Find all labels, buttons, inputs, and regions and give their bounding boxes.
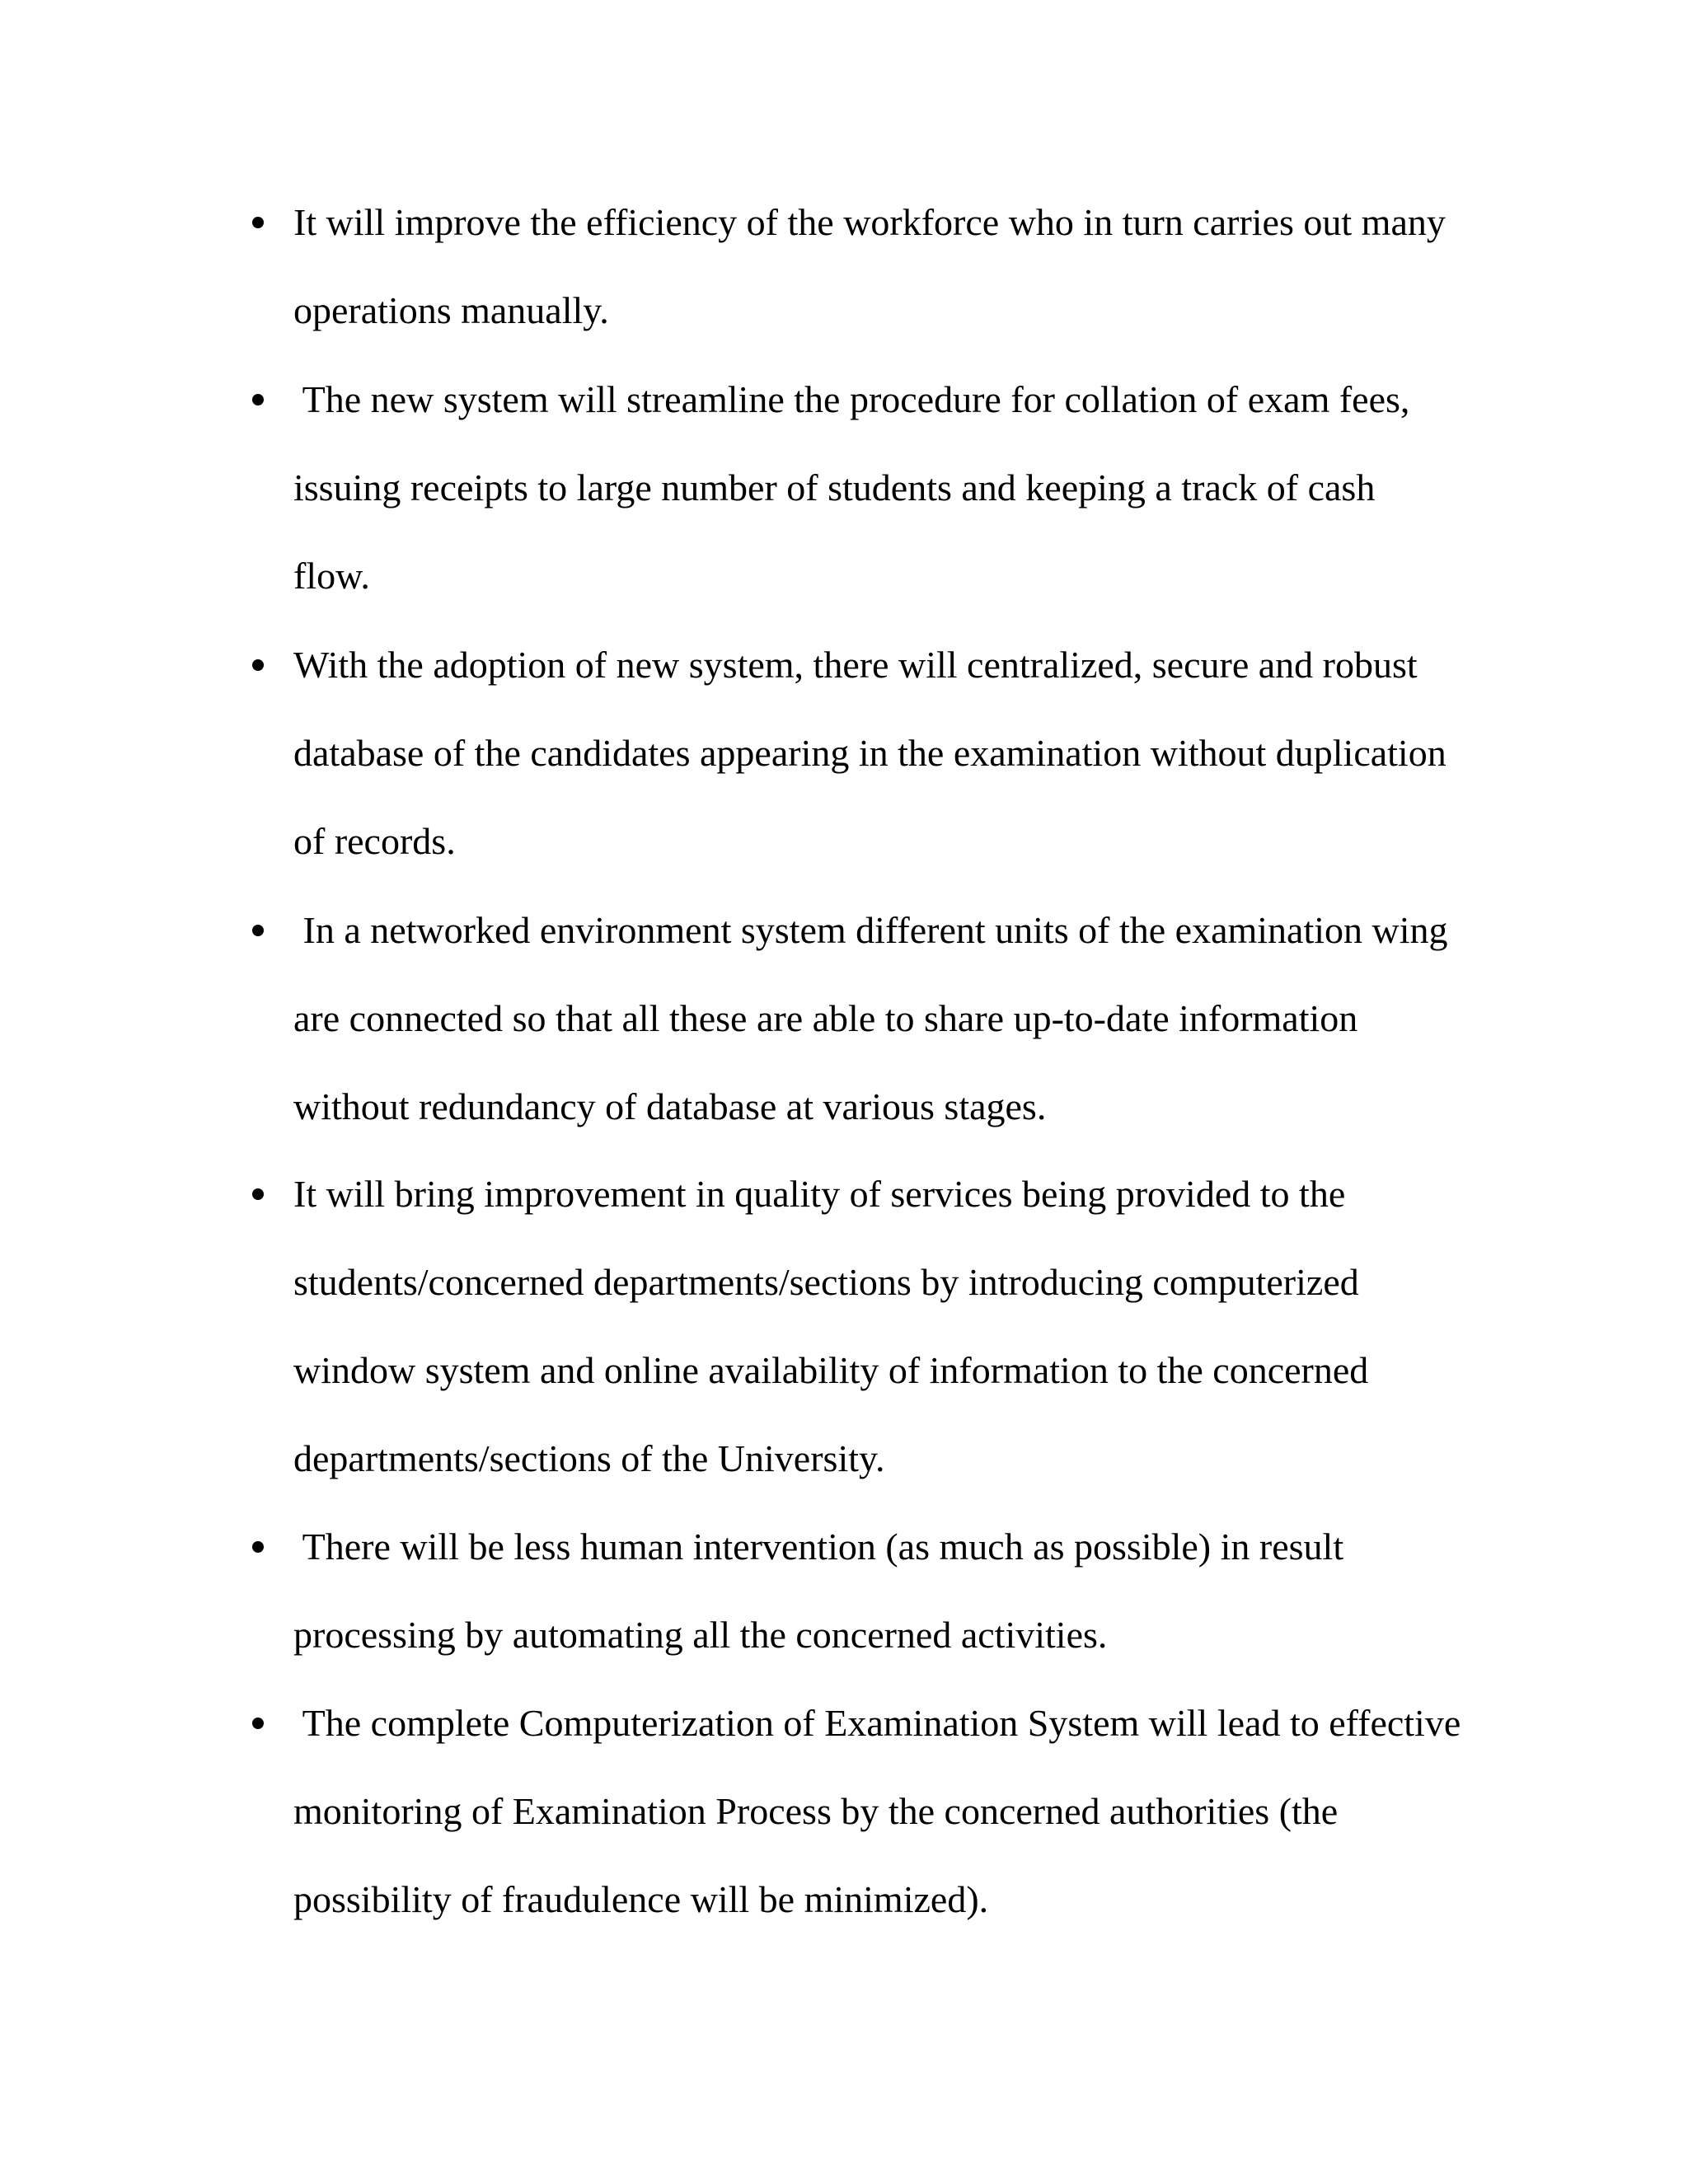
bullet-icon [252,1718,264,1729]
list-item [293,1502,1497,1679]
bullet-icon [252,1188,264,1200]
bullet-icon [252,1541,264,1553]
line: departments/sections of the University. [293,1437,885,1479]
line: of records. [293,820,456,862]
line: students/concerned departments/sections by introducing computerized [293,1261,1359,1303]
bullet-icon [252,925,264,936]
line: In a networked environment system different units of the examination wing [293,909,1448,951]
line: issuing receipts to large number of students and keeping a track of cash [293,466,1376,509]
line: The complete Computerization of Examination System will lead to effective [293,1702,1461,1744]
line: monitoring of Examination Process by the concerned authorities (the [293,1790,1339,1832]
line: The new system will streamline the procedure for collation of exam fees, [293,378,1410,420]
list-item [293,1679,1497,1943]
line: database of the candidates appearing in the examination without duplication [293,732,1447,774]
line: operations manually. [293,289,609,331]
line: It will bring improvement in quality of services being provided to the [293,1173,1346,1215]
line: without redundancy of database at various stages. [293,1085,1047,1127]
list-item [293,621,1497,885]
line: possibility of fraudulence will be minimized). [293,1878,989,1920]
list-item [293,355,1497,620]
line: There will be less human intervention (as much as possible) in result [293,1526,1344,1568]
line: It will improve the efficiency of the workforce who in turn carries out many [293,201,1446,243]
bullet-icon [252,394,264,405]
list-item [293,178,1497,354]
list-item [293,1150,1497,1502]
line: With the adoption of new system, there will centralized, secure and robust [293,644,1418,686]
list-item [293,886,1497,1151]
line: processing by automating all the concerned activities. [293,1614,1108,1656]
bullet-icon [252,217,264,228]
line: flow. [293,555,370,597]
line: window system and online availability of information to the concerned [293,1349,1369,1391]
bullet-icon [252,659,264,671]
line: are connected so that all these are able to share up-to-date information [293,997,1358,1039]
